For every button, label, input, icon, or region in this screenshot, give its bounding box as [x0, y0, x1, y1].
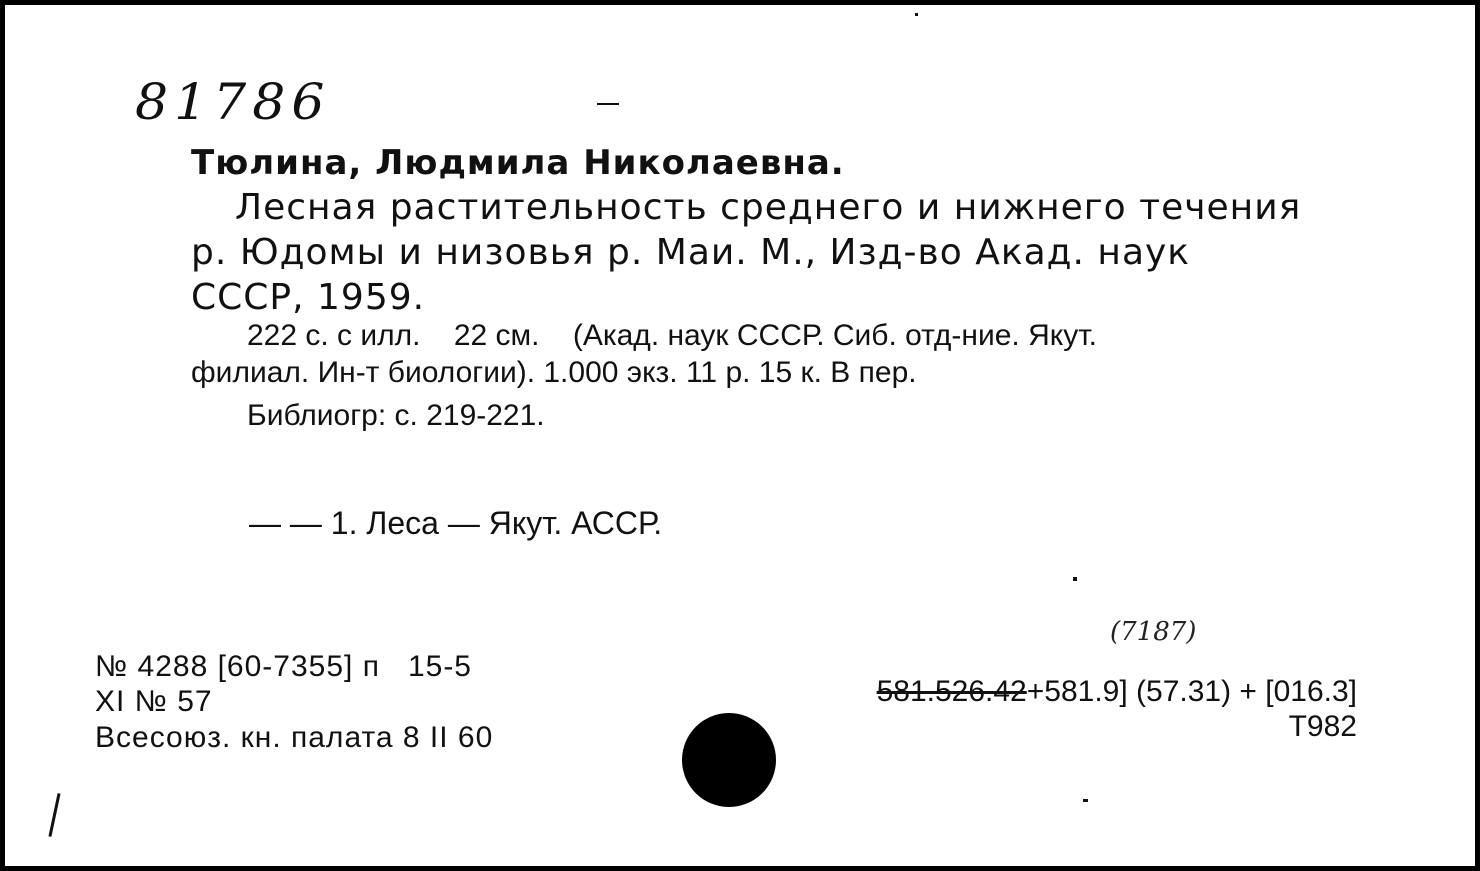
- scan-speck: [1073, 577, 1077, 581]
- classification-struck: 581.526.42: [876, 675, 1027, 708]
- handwritten-number: 81786: [135, 74, 331, 132]
- scan-speck: [915, 13, 918, 16]
- scan-speck: [1083, 799, 1088, 802]
- scan-mark: [48, 793, 60, 837]
- cutter-number: T982: [1288, 710, 1357, 743]
- subject-heading: — — 1. Леса — Якут. АССР.: [249, 505, 663, 541]
- physical-description: [191, 317, 1361, 391]
- title-line-3: СССР, 1959.: [191, 277, 426, 318]
- desc-line-1: 222 с. с илл. 22 см. (Акад. наук СССР. Сиб. отд-ние. Якут.: [247, 319, 1097, 352]
- handwritten-class-note: (7187): [1110, 617, 1197, 647]
- registry-line-1: № 4288 [60-7355] п 15-5: [95, 650, 472, 683]
- punch-hole: [682, 713, 776, 807]
- book-title: [191, 185, 1361, 320]
- author-name: Тюлина, Людмила Николаевна.: [191, 143, 845, 183]
- bibliography-note: Библиогр: с. 219-221.: [247, 399, 545, 432]
- scan-speck: [597, 103, 619, 105]
- title-line-2: р. Юдомы и низовья р. Маи. М., Изд-во Акад. наук: [191, 232, 1191, 273]
- desc-line-2: филиал. Ин-т биологии). 1.000 экз. 11 р. 15 к. В пер.: [191, 356, 917, 389]
- classification-rest: +581.9] (57.31) + [016.3]: [1026, 675, 1357, 708]
- registry-line-3: Всесоюз. кн. палата 8 II 60: [95, 721, 494, 754]
- title-line-1: Лесная растительность среднего и нижнего течения: [235, 187, 1302, 228]
- classification-index: [877, 675, 1357, 709]
- registry-line-2: XI № 57: [95, 685, 213, 718]
